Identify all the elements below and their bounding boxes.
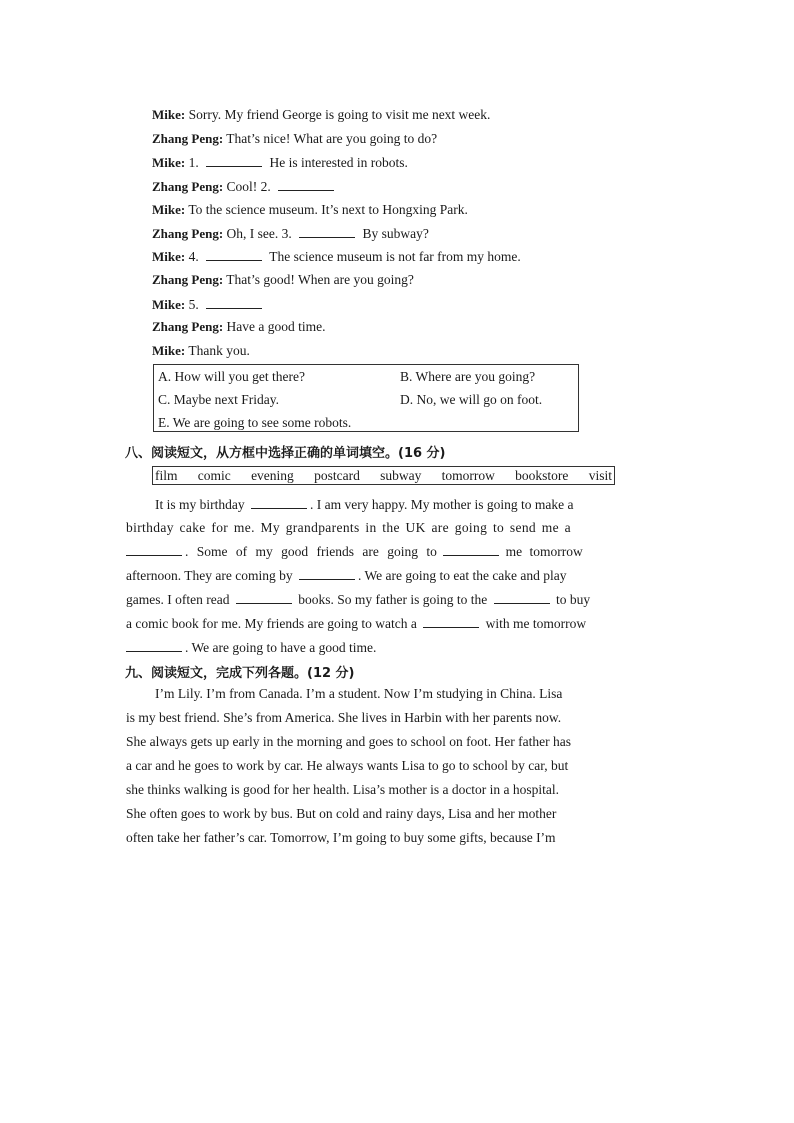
utterance: 4. (188, 249, 199, 264)
utterance: Sorry. My friend George is going to visit me next week. (188, 107, 491, 122)
passage-text: birthday cake for me. My grandparents in the UK are going to send me a (126, 520, 572, 535)
speaker: Mike: (152, 155, 186, 170)
passage-text: me tomorrow (505, 544, 583, 559)
dialogue-line (152, 248, 521, 265)
dialogue-line (152, 319, 326, 335)
options-box (153, 364, 579, 432)
option-e: E. We are going to see some robots. (158, 415, 352, 430)
passage-line (126, 520, 571, 536)
utterance-continued: By subway? (362, 226, 429, 241)
passage-text: games. I often read (126, 592, 230, 607)
passage-line (126, 543, 583, 560)
passage-text: . I am very happy. My mother is going to make a (310, 497, 574, 512)
dialogue-line (152, 296, 266, 313)
answer-blank[interactable] (206, 296, 262, 309)
speaker: Zhang Peng: (152, 319, 224, 334)
dialogue-line (152, 202, 468, 218)
utterance: Have a good time. (226, 319, 326, 334)
passage-line: she thinks walking is good for her health. Lisa’s mother is a doctor in a hospital. (126, 782, 560, 797)
word-bank (152, 466, 615, 485)
speaker: Mike: (152, 297, 186, 312)
answer-blank[interactable] (494, 591, 550, 604)
speaker: Mike: (152, 107, 186, 122)
speaker: Mike: (152, 202, 186, 217)
answer-blank[interactable] (299, 567, 355, 580)
section-8-heading: 八、阅读短文，从方框中选择正确的单词填空。(16 分) (125, 446, 446, 461)
option-b: B. Where are you going? (400, 369, 536, 384)
dialogue-line (152, 107, 490, 123)
utterance: Thank you. (188, 343, 250, 358)
section-9-heading: 九、阅读短文，完成下列各题。(12 分) (125, 666, 355, 681)
utterance: 1. (188, 155, 199, 170)
passage-line (155, 496, 573, 513)
utterance: Cool! 2. (226, 179, 271, 194)
speaker: Zhang Peng: (152, 131, 224, 146)
answer-blank[interactable] (278, 178, 334, 191)
word-bank-item: subway (380, 467, 422, 483)
answer-blank[interactable] (443, 543, 499, 556)
utterance-continued: The science museum is not far from my home. (269, 249, 521, 264)
answer-blank[interactable] (299, 225, 355, 238)
passage-line: is my best friend. She’s from America. She lives in Harbin with her parents now. (126, 710, 562, 725)
speaker: Mike: (152, 249, 186, 264)
passage-line: She always gets up early in the morning and goes to school on foot. Her father has (126, 734, 572, 749)
passage-text: books. So my father is going to the (298, 592, 488, 607)
dialogue-line (152, 272, 414, 288)
passage-line (126, 591, 590, 608)
word-bank-item: evening (251, 467, 294, 483)
passage-text: . We are going to eat the cake and play (357, 568, 567, 583)
passage-text: a comic book for me. My friends are going to watch a (126, 616, 417, 631)
option-a: A. How will you get there? (158, 369, 305, 384)
answer-blank[interactable] (206, 154, 262, 167)
utterance-continued: He is interested in robots. (269, 155, 408, 170)
word-bank-item: tomorrow (441, 467, 495, 483)
passage-text: It is my birthday (155, 497, 245, 512)
option-c: C. Maybe next Friday. (158, 392, 279, 407)
passage-text: afternoon. They are coming by (126, 568, 293, 583)
dialogue-line (152, 225, 429, 242)
dialogue-line (152, 343, 250, 359)
utterance: That’s nice! What are you going to do? (226, 131, 438, 146)
answer-blank[interactable] (251, 496, 307, 509)
passage-line (126, 567, 567, 584)
utterance: 5. (188, 297, 199, 312)
passage-line: She often goes to work by bus. But on cold and rainy days, Lisa and her mother (126, 806, 557, 821)
word-bank-item: comic (197, 467, 231, 483)
passage-text: with me tomorrow (485, 616, 587, 631)
utterance: That’s good! When are you going? (226, 272, 414, 287)
dialogue-line (152, 178, 338, 195)
option-d: D. No, we will go on foot. (400, 392, 543, 407)
word-bank-item: visit (588, 467, 612, 483)
speaker: Zhang Peng: (152, 272, 224, 287)
answer-blank[interactable] (236, 591, 292, 604)
utterance: Oh, I see. 3. (226, 226, 292, 241)
dialogue-line (152, 154, 408, 171)
passage-line: a car and he goes to work by car. He always wants Lisa to go to school by car, but (126, 758, 569, 773)
passage-text: to buy (555, 592, 591, 607)
speaker: Zhang Peng: (152, 179, 224, 194)
word-bank-item: postcard (314, 467, 360, 483)
passage-line (126, 639, 376, 656)
speaker: Zhang Peng: (152, 226, 224, 241)
utterance: To the science museum. It’s next to Hongxing Park. (188, 202, 468, 217)
word-bank-item: film (155, 467, 178, 483)
answer-blank[interactable] (423, 615, 479, 628)
passage-line (126, 615, 586, 632)
passage-text: . We are going to have a good time. (185, 640, 377, 655)
word-bank-item: bookstore (515, 467, 569, 483)
answer-blank[interactable] (126, 543, 182, 556)
dialogue-line (152, 131, 437, 147)
answer-blank[interactable] (126, 639, 182, 652)
passage-line: often take her father’s car. Tomorrow, I’m going to buy some gifts, because I’m (126, 830, 556, 845)
answer-blank[interactable] (206, 248, 262, 261)
speaker: Mike: (152, 343, 186, 358)
passage-text: . Some of my good friends are going to (185, 544, 437, 559)
passage-line: I’m Lily. I’m from Canada. I’m a student. Now I’m studying in China. Lisa (155, 686, 563, 701)
